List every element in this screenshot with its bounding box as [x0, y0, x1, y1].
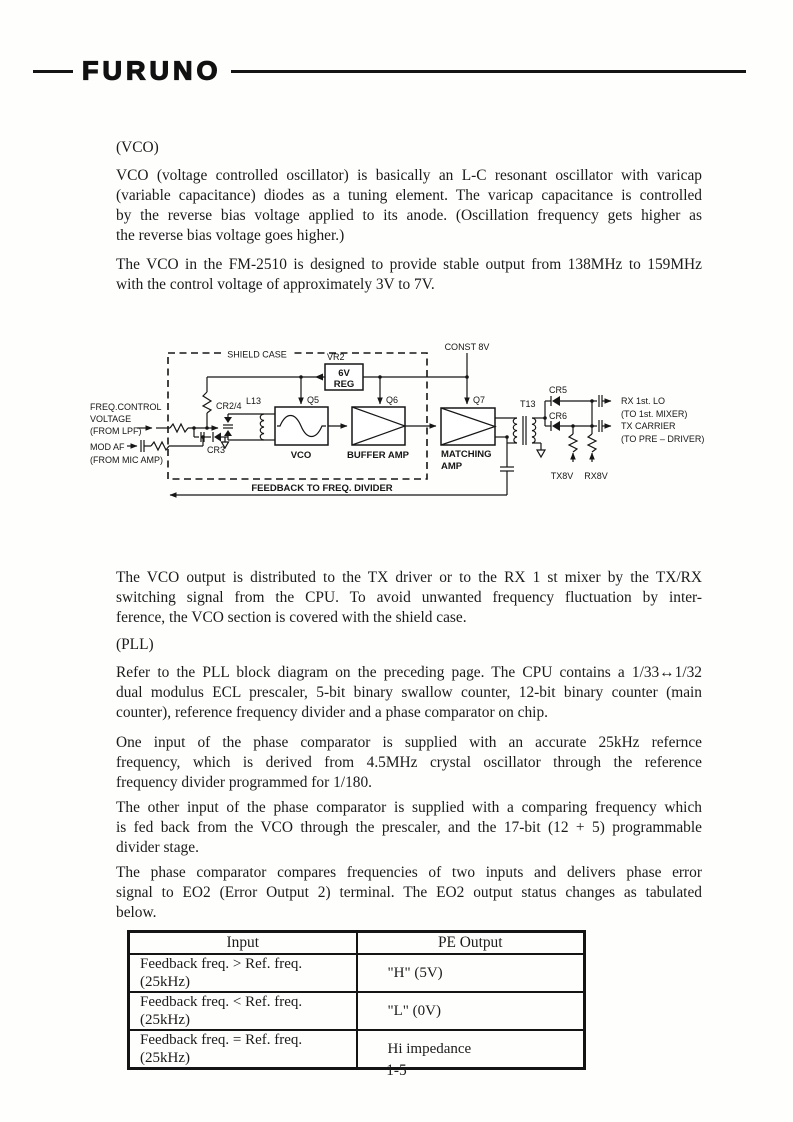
diode-icon — [552, 421, 560, 431]
vco-block-diagram — [80, 340, 710, 525]
text-line: One input of the phase comparator is supplied with an accurate 25kHz refernce — [116, 734, 702, 751]
paragraph-pll-comparing — [116, 798, 702, 858]
table-cell-input: Feedback freq. > Ref. freq. (25kHz) — [129, 954, 357, 992]
brand-logo: FURUNO — [82, 56, 222, 85]
svg-text:FREQ.CONTROL: FREQ.CONTROL — [90, 402, 162, 412]
svg-text:(FROM MIC AMP): (FROM MIC AMP) — [90, 455, 163, 465]
paragraph-vco-range — [116, 255, 702, 295]
text-line: dual modulus ECL prescaler, 5-bit binary swallow counter, 12-bit binary counter (main — [116, 684, 702, 701]
svg-text:MOD AF: MOD AF — [90, 442, 125, 452]
svg-text:FEEDBACK TO FREQ. DIVIDER: FEEDBACK TO FREQ. DIVIDER — [251, 483, 393, 494]
text-line: by the reverse bias voltage applied to its anode. (Oscillation frequency gets higher as — [116, 207, 702, 224]
text-line: frequency divider programmed for 1/180. — [116, 774, 372, 791]
cr2-4-label: CR2/4 — [216, 401, 242, 411]
mod-af-input — [90, 437, 203, 465]
diode-icon — [552, 396, 560, 406]
const-8v-label: CONST 8V — [444, 342, 490, 352]
table-row — [129, 992, 585, 1030]
text-line: below. — [116, 904, 157, 921]
table-header-input: Input — [129, 932, 357, 955]
eo2-status-table — [127, 930, 586, 1070]
l13-label: L13 — [246, 396, 262, 406]
svg-text:(TO PRE – DRIVER): (TO PRE – DRIVER) — [621, 434, 705, 444]
table-header-row — [129, 932, 585, 955]
svg-text:REG: REG — [333, 379, 355, 390]
paragraph-pll-reference — [116, 733, 702, 793]
brand-rule-left — [33, 70, 73, 73]
text-line: The other input of the phase comparator is supplied with a comparing frequency which — [116, 799, 702, 816]
svg-text:TX CARRIER: TX CARRIER — [621, 421, 676, 431]
text-line: VCO (voltage controlled oscillator) is basically an L-C resonant oscillator with varicap — [116, 167, 702, 184]
brand-rule-right — [231, 70, 747, 73]
freq-control-input — [90, 402, 218, 436]
table-cell-input: Feedback freq. < Ref. freq. (25kHz) — [129, 992, 357, 1030]
svg-text:6V: 6V — [338, 368, 350, 379]
section-heading-vco: (VCO) — [116, 139, 159, 156]
table-cell-input: Feedback freq. = Ref. freq. (25kHz) — [129, 1030, 357, 1069]
section-heading-pll: (PLL) — [116, 636, 154, 653]
text-line: switching signal from the CPU. To avoid unwanted frequency fluctuation by inter- — [116, 589, 702, 606]
buffer-amp-block — [347, 407, 410, 461]
text-line: is fed back from the VCO through the prescaler, and the 17-bit (12 + 5) programmable — [116, 819, 702, 836]
paragraph-vco-intro — [116, 166, 702, 246]
paragraph-vco-output — [116, 568, 702, 628]
svg-text:VR2: VR2 — [327, 352, 345, 362]
svg-text:RX 1st. LO: RX 1st. LO — [621, 396, 666, 406]
text-line: signal to EO2 (Error Output 2) terminal. The EO2 output status changes as tabulated — [116, 884, 702, 901]
text-line: The VCO output is distributed to the TX driver or to the RX 1 st mixer by the TX/RX — [116, 569, 702, 586]
table-cell-output: "L" (0V) — [357, 992, 585, 1030]
rx8v-label: RX8V — [584, 471, 608, 481]
vco-block-diagram-svg — [80, 340, 710, 525]
svg-text:SHIELD CASE: SHIELD CASE — [227, 349, 287, 360]
cr2-4-varactors — [216, 401, 264, 440]
svg-text:AMP: AMP — [441, 461, 463, 472]
vco-block — [275, 407, 328, 461]
page-number: 1-5 — [386, 1062, 407, 1079]
cr3-label: CR3 — [207, 445, 226, 455]
q5-label: Q5 — [307, 395, 320, 405]
tx8v-label: TX8V — [550, 471, 574, 481]
t13-transformer — [495, 399, 545, 457]
paragraph-pll-intro — [116, 663, 702, 723]
t13-label: T13 — [520, 399, 536, 409]
text-line: frequency, which is derived from 4.5MHz crystal oscillator through the reference — [116, 754, 702, 771]
text-line: divider stage. — [116, 839, 199, 856]
ground-icon — [537, 450, 545, 457]
text-line: counter), reference frequency divider and a phase comparator on chip. — [116, 704, 549, 721]
svg-text:BUFFER AMP: BUFFER AMP — [347, 450, 409, 461]
text-line: with the control voltage of approximately 3V to 7V. — [116, 276, 435, 293]
text-line: the reverse bias voltage goes higher.) — [116, 227, 345, 244]
svg-text:VOLTAGE: VOLTAGE — [90, 414, 132, 424]
table-row — [129, 954, 585, 992]
l13-coil — [246, 396, 275, 440]
text-line: ference, the VCO section is covered with the shield case. — [116, 609, 467, 626]
svg-text:MATCHING: MATCHING — [441, 449, 492, 460]
cr5-label: CR5 — [549, 385, 568, 395]
regulator-6v — [325, 352, 363, 390]
svg-text:(TO 1st. MIXER): (TO 1st. MIXER) — [621, 409, 688, 419]
q7-label: Q7 — [473, 395, 486, 405]
paragraph-pll-eo2 — [116, 863, 702, 923]
text-line: The phase comparator compares frequencies of two inputs and delivers phase error — [116, 864, 702, 881]
q6-label: Q6 — [386, 395, 399, 405]
cr3-diode-branch — [194, 428, 229, 455]
brand-header — [33, 56, 746, 86]
table-cell-output: "H" (5V) — [357, 954, 585, 992]
table-cell-output: Hi impedance — [357, 1030, 585, 1069]
svg-text:VCO: VCO — [290, 450, 312, 461]
cr6-label: CR6 — [549, 411, 568, 421]
text-line: The VCO in the FM-2510 is designed to provide stable output from 138MHz to 159MHz — [116, 256, 702, 273]
text-line: Refer to the PLL block diagram on the preceding page. The CPU contains a 1/33↔1/32 — [116, 664, 702, 681]
matching-amp-block — [441, 408, 495, 472]
svg-text:(FROM LPF): (FROM LPF) — [90, 426, 142, 436]
text-line: (variable capacitance) diodes as a tuning element. The varicap capacitance is controlled — [116, 187, 702, 204]
table-header-pe-output: PE Output — [357, 932, 585, 955]
